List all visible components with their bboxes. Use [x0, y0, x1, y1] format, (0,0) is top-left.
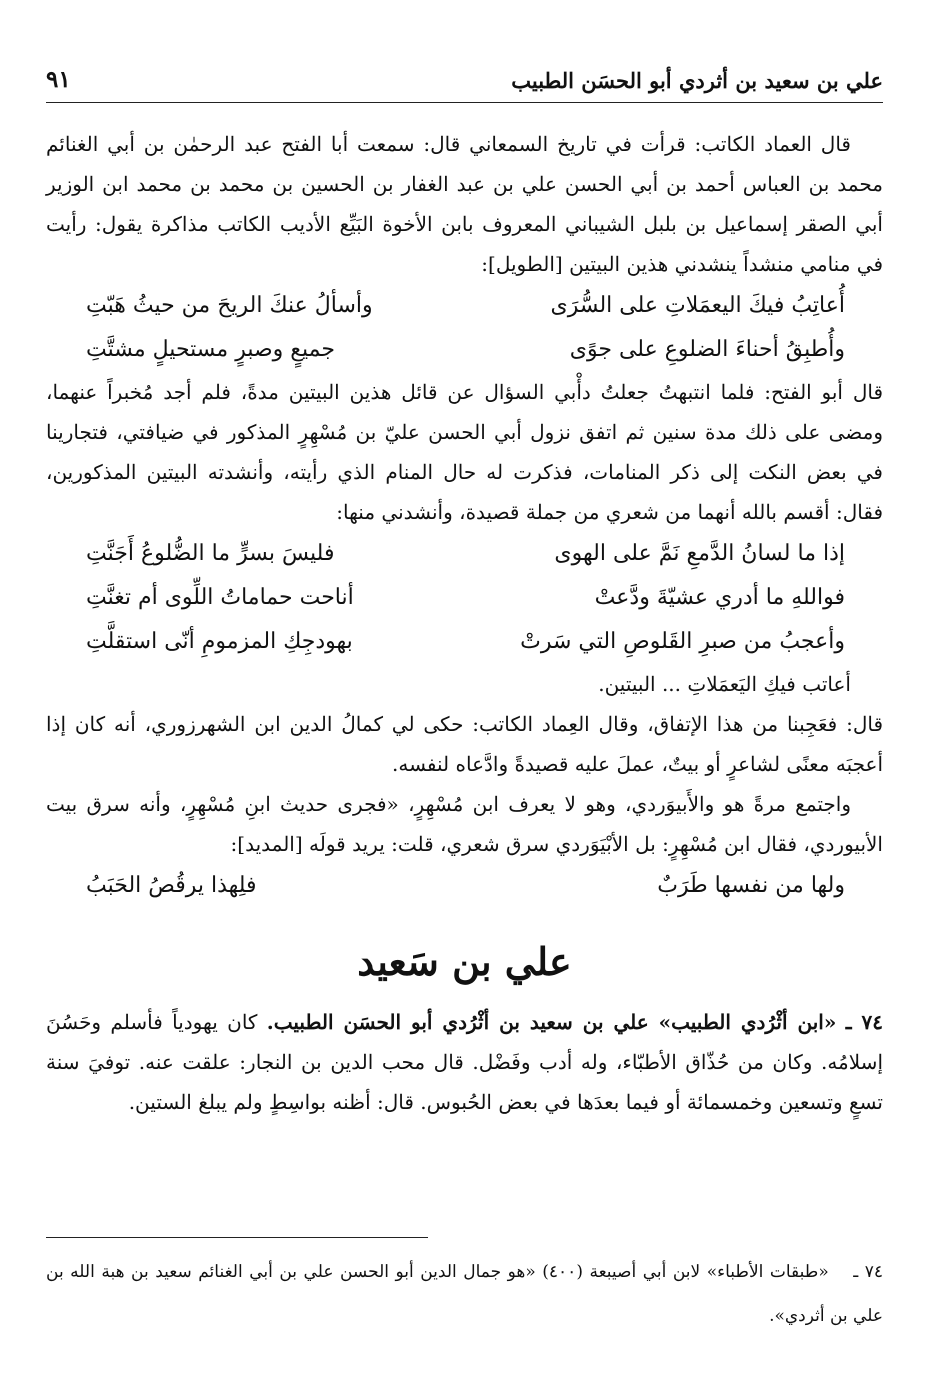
entry-paragraph [46, 1002, 883, 1122]
verse-hemistich-1: ولها من نفسها طَرَبٌ [657, 873, 845, 898]
verse-hemistich-2: فلِهذا يرقُصُ الحَبَبُ [86, 873, 257, 898]
entry-number: ٧٤ ـ [845, 1010, 883, 1034]
verse-hemistich-2: بهودجِكِ المزمومِ أنّى استقلَّتِ [86, 629, 353, 654]
verse-hemistich-2: أناحت حماماتُ اللِّوى أم تغنَّتِ [86, 585, 354, 610]
page-number: ٩١ [46, 66, 71, 93]
section-title: علي بن سَعيد [357, 939, 572, 984]
verse-hemistich-2: وأسألُ عنكَ الريحَ من حيثُ هَبّتِ [86, 293, 373, 318]
footnote-divider [46, 1237, 428, 1238]
verse-line-6 [46, 864, 883, 908]
page-header [46, 62, 883, 103]
verse-line-4 [46, 576, 883, 620]
verse-line-1 [46, 284, 883, 328]
footnote-text: «طبقات الأطباء» لابن أبي أصيبعة (٤٠٠) «هو جمال الدين أبو الحسن علي بن أبي الغنائم سعيد بن هبة الله بن علي بن أثردي». [46, 1262, 883, 1326]
verse-line-2 [46, 328, 883, 372]
verse-hemistich-1: فواللهِ ما أدري عشيّةَ ودَّعتْ [594, 585, 845, 610]
paragraph-4: قال: فعَجِبنا من هذا الإتفاق، وقال العِماد الكاتب: حكى لي كمالُ الدين ابن الشهرزوري، أنه كان إذا أعجبَه معنًى لشاعرٍ أو بيتٌ، عملَ عليه قصيدةً وادَّعاه لنفسه. [46, 712, 883, 776]
verse-hemistich-2: فليسَ بسرٍّ ما الضُّلوعُ أَجَنَّتِ [86, 541, 335, 566]
verse-hemistich-1: وأُطبِقُ أحناءَ الضلوعِ على جوًى [569, 337, 845, 362]
verse-hemistich-1: إذا ما لسانُ الدَّمعِ نَمَّ على الهوى [554, 541, 845, 566]
paragraph-5: واجتمع مرةً هو والأَبيوَردي، وهو لا يعرف ابن مُسْهِرٍ، «فجرى حديث ابنِ مُسْهِرٍ، وأنه سرق بيت الأبيوردي، فقال ابن مُسْهِرٍ: بل الأبْيَوَردي سرق شعري، قلت: يريد قولَه [المديد]: [46, 792, 883, 856]
footnote [46, 1250, 883, 1338]
verse-hemistich-1: وأعجبُ من صبرِ القَلوصِ التي سَرتْ [520, 629, 845, 654]
paragraph-1: قال العماد الكاتب: قرأت في تاريخ السمعاني قال: سمعت أبا الفتح عبد الرحمٰن بن أبي الغنائم محمد بن العباس أحمد بن أبي الحسن علي بن عبد الغفار بن الحسين بن محمد بن محمد ابن الوزير أبي الصقر إسماعيل بن بلبل الشيباني المعروف بابن الأخوة البَيِّع الأديب الكاتب مذاكرة يقول: رأيت في منامي منشداً ينشدني هذين البيتين [الطويل]: [46, 132, 883, 276]
verse-line-5 [46, 620, 883, 664]
verse-hemistich-2: جميعٍ وصبرٍ مستحيلٍ مشتَّتِ [86, 337, 335, 362]
footnote-number: ٧٤ ـ [853, 1262, 883, 1282]
paragraph-3: أعاتب فيكِ اليَعمَلاتِ ... البيتين. [598, 672, 851, 696]
entry-text: كان يهودياً فأسلم وحَسُنَ إسلامُه. وكان من حُذّاق الأطبّاء، وله أدب وفَضْل. قال محب الدين بن النجار: علقت عنه. توفيَ سنة تسعٍ وتسعين وخمسمائة أو فيما بعدَها في بعض الحُبوس. قال: أظنه بواسِطٍ ولم يبلغ الستين. [46, 1010, 883, 1114]
paragraph-2: قال أبو الفتح: فلما انتبهتُ جعلتُ دأْبي السؤال عن قائل هذين البيتين مدةً، فلم أجد مُخبراً عنهما، ومضى على ذلك مدة سنين ثم اتفق نزول أبي الحسن عليّ بن مُسْهِرٍ المذكور في ضيافتي، فتجارينا في بعض النكت إلى ذكر المنامات، فذكرت له حال المنام الذي رأيته، وأنشدته البيتين المذكورين، فقال: أقسم بالله أنهما من شعري من جملة قصيدة، وأنشدني منها: [46, 380, 883, 524]
page-body [46, 124, 883, 1122]
running-title: علي بن سعيد بن أثردي أبو الحسَن الطبيب [511, 68, 883, 93]
entry-name: «ابن أثْرُدي الطبيب» علي بن سعيد بن أثْرُدي أبو الحسَن الطبيب. [266, 1010, 837, 1034]
verse-line-3 [46, 532, 883, 576]
verse-hemistich-1: أُعاتِبُ فيكَ اليعمَلاتِ على السُّرَى [550, 293, 845, 318]
